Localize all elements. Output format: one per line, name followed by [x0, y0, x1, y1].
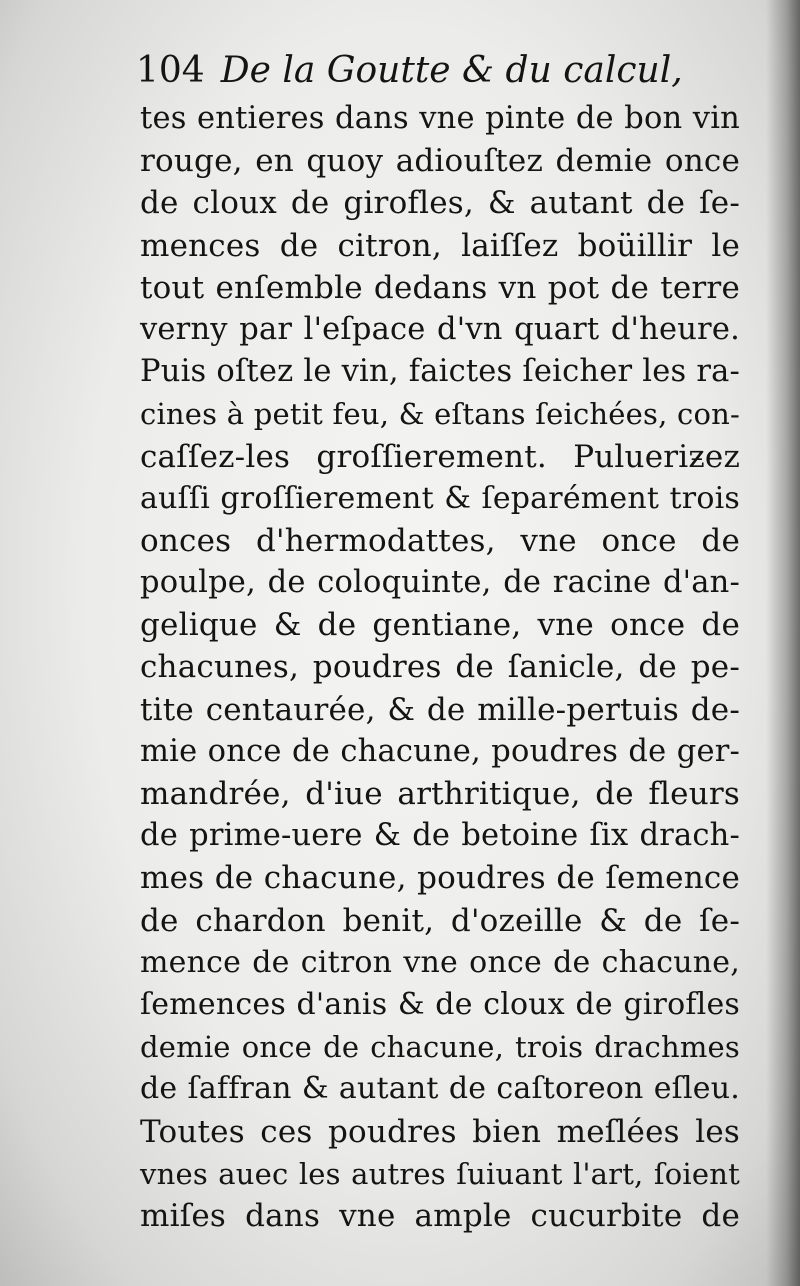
text-line: onces d'hermodattes, vne once de [140, 522, 740, 559]
text-line: cines à petit feu, & eſtans ſeichées, con- [140, 397, 740, 432]
text-line: caſſez-les groſſierement. Pulueriƶez [140, 438, 740, 475]
page-gutter-shadow [766, 0, 800, 1286]
text-line: ſemences d'anis & de cloux de girofles [140, 986, 740, 1022]
text-line: poulpe, de coloquinte, de racine d'an- [140, 565, 740, 601]
text-line: auſſi groſſierement & ſeparément trois [140, 480, 740, 516]
text-line: de prime-uere & de betoine ſix drach- [140, 818, 740, 854]
text-line: miſes dans vne ample cucurbite de [140, 1197, 740, 1234]
body-text [140, 98, 740, 1237]
running-title: De la Goutte & du calcul, [220, 50, 683, 91]
text-line: de cloux de girofles, & autant de ſe- [140, 185, 740, 222]
text-line: mes de chacune, poudres de ſemence [140, 860, 740, 897]
text-line: vnes auec les autres ſuiuant l'art, ſoient [140, 1156, 740, 1191]
text-line: gelique & de gentiane, vne once de [140, 607, 740, 644]
text-line: chacunes, poudres de ſanicle, de pe- [140, 649, 740, 686]
text-line: tes entieres dans vne pinte de bon vin [140, 101, 740, 136]
text-line: mences de citron, laiſſez boüillir le [140, 227, 740, 264]
text-line: de ſaffran & autant de caſtoreon eſleu. [140, 1071, 740, 1107]
text-line: demie once de chacune, trois drachmes [140, 1030, 740, 1065]
page-number: 104 [136, 50, 205, 91]
text-line: Puis oſtez le vin, faictes ſeicher les ra- [140, 354, 740, 390]
text-line: verny par l'eſpace d'vn quart d'heure. [140, 311, 740, 347]
text-line: mie once de chacune, poudres de ger- [140, 733, 740, 769]
page-header [136, 40, 746, 102]
text-line: tite centaurée, & de mille-pertuis de- [140, 691, 740, 728]
text-line: mence de citron vne once de chacune, [140, 944, 740, 980]
text-line: mandrée, d'iue arthritique, de fleurs [140, 776, 740, 812]
text-line: Toutes ces poudres bien meſlées les [140, 1113, 740, 1150]
text-line: tout enſemble dedans vn pot de terre [140, 269, 740, 306]
text-line: de chardon benit, d'ozeille & de ſe- [140, 902, 740, 939]
text-line: rouge, en quoy adiouſtez demie once [140, 143, 740, 180]
